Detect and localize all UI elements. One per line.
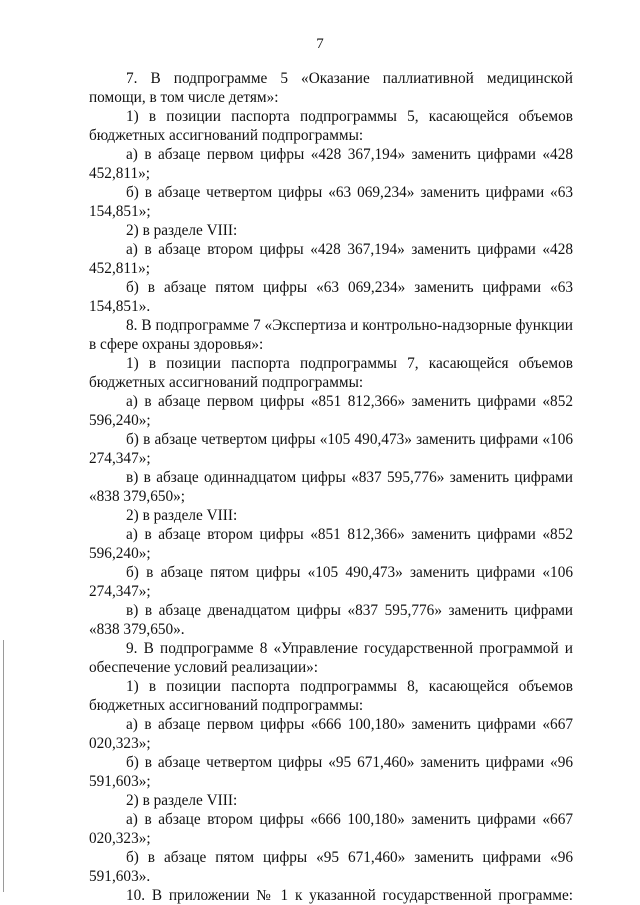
paragraph: б) в абзаце пятом цифры «105 490,473» заменить цифрами «106 274,347»;	[89, 564, 573, 600]
paragraph: 7. В подпрограмме 5 «Оказание паллиативной медицинской помощи, в том числе детям»:	[89, 70, 573, 106]
paragraph: в) в абзаце двенадцатом цифры «837 595,776» заменить цифрами «838 379,650».	[89, 602, 573, 638]
paragraph: б) в абзаце пятом цифры «63 069,234» заменить цифрами «63 154,851».	[89, 279, 573, 315]
paragraph: 1) в позиции паспорта подпрограммы 8, касающейся объемов бюджетных ассигнований подпрограммы:	[89, 678, 573, 714]
paragraph: а) в абзаце втором цифры «428 367,194» заменить цифрами «428 452,811»;	[89, 241, 573, 277]
paragraph: б) в абзаце пятом цифры «95 671,460» заменить цифрами «96 591,603».	[89, 849, 573, 885]
paragraph: а) в абзаце втором цифры «666 100,180» заменить цифрами «667 020,323»;	[89, 811, 573, 847]
paragraph: 2) в разделе VIII:	[126, 792, 238, 809]
paragraph: 2) в разделе VIII:	[126, 507, 238, 524]
page-number: 7	[316, 36, 324, 52]
paragraph: 1) в позиции паспорта подпрограммы 5, касающейся объемов бюджетных ассигнований подпрограммы:	[89, 108, 573, 144]
paragraph: б) в абзаце четвертом цифры «63 069,234» заменить цифрами «63 154,851»;	[89, 184, 573, 220]
paragraph: а) в абзаце первом цифры «428 367,194» заменить цифрами «428 452,811»;	[89, 146, 573, 182]
paragraph: а) в абзаце первом цифры «666 100,180» заменить цифрами «667 020,323»;	[89, 716, 573, 752]
paragraph: в) в абзаце одиннадцатом цифры «837 595,776» заменить цифрами «838 379,650»;	[89, 469, 573, 505]
document-body	[89, 69, 573, 905]
paragraph: 1) в позиции паспорта подпрограммы 7, касающейся объемов бюджетных ассигнований подпрограммы:	[89, 355, 573, 391]
paragraph: а) в абзаце втором цифры «851 812,366» заменить цифрами «852 596,240»;	[89, 526, 573, 562]
paragraph: а) в абзаце первом цифры «851 812,366» заменить цифрами «852 596,240»;	[89, 393, 573, 429]
paragraph: 2) в разделе VIII:	[126, 222, 238, 239]
paragraph: 8. В подпрограмме 7 «Экспертиза и контрольно-надзорные функции в сфере охраны здоровья»:	[89, 317, 573, 353]
scan-edge-line	[3, 640, 4, 892]
paragraph: 9. В подпрограмме 8 «Управление государственной программой и обеспечение условий реализации»:	[89, 640, 573, 676]
paragraph: б) в абзаце четвертом цифры «105 490,473» заменить цифрами «106 274,347»;	[89, 431, 573, 467]
paragraph: 10. В приложении № 1 к указанной государственной программе:	[126, 887, 573, 904]
paragraph: б) в абзаце четвертом цифры «95 671,460» заменить цифрами «96 591,603»;	[89, 754, 573, 790]
